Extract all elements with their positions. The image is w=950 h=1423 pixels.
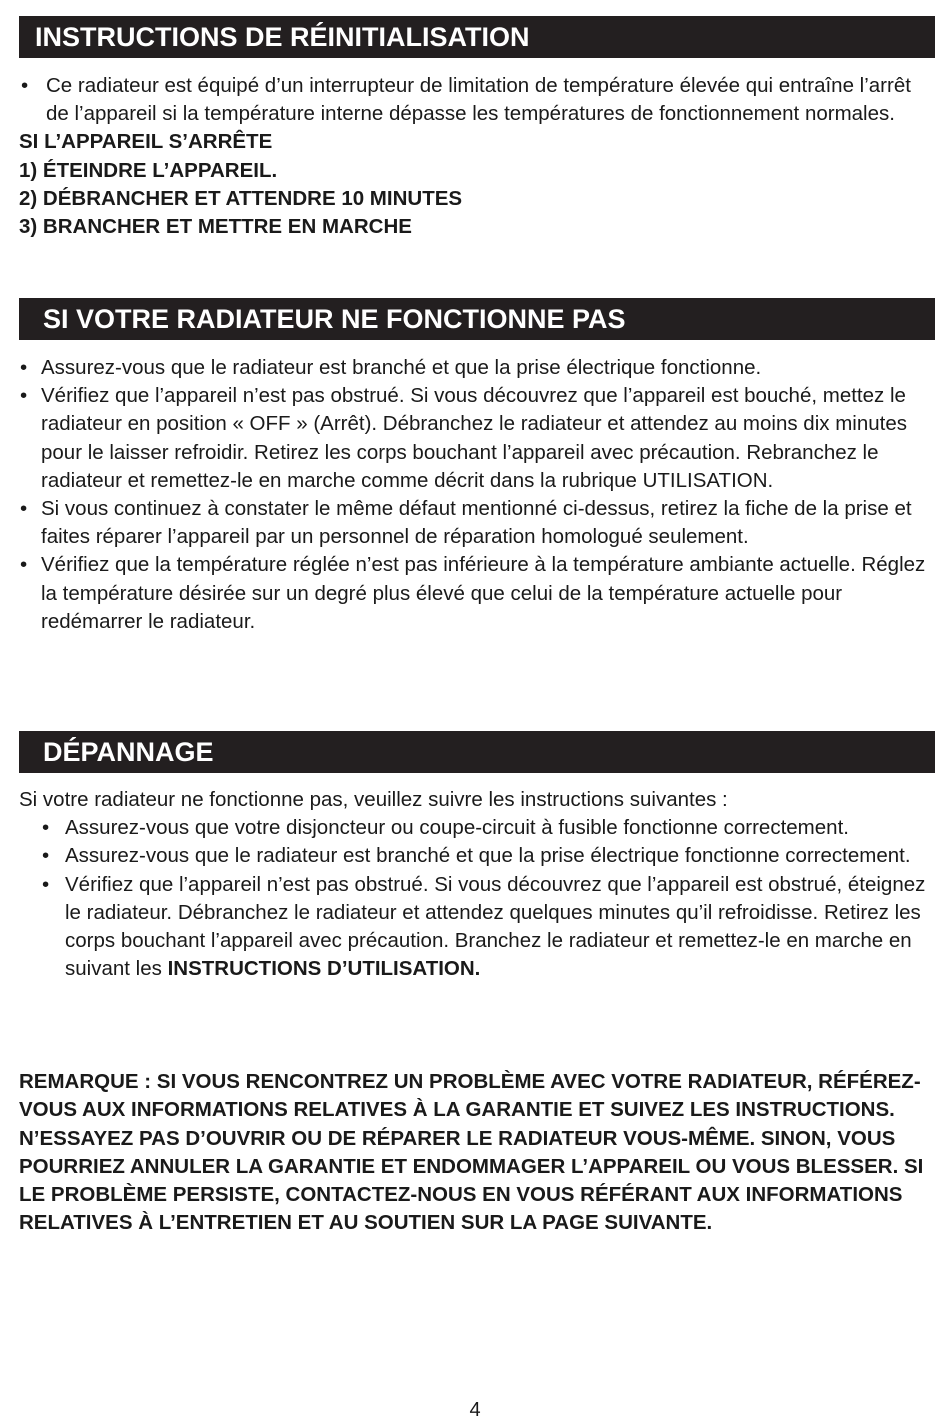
not-working-bullet-list xyxy=(19,354,939,636)
bullet-icon: • xyxy=(20,356,28,379)
list-item xyxy=(19,551,939,636)
list-item xyxy=(19,72,939,128)
troubleshooting-section-title: DÉPANNAGE xyxy=(19,731,935,773)
reset-section-title: INSTRUCTIONS DE RÉINITIALISATION xyxy=(19,16,935,58)
bullet-icon: • xyxy=(20,384,28,408)
reset-step: 3) BRANCHER ET METTRE EN MARCHE xyxy=(19,215,412,239)
bullet-icon: • xyxy=(42,872,50,896)
bullet-icon: • xyxy=(42,816,50,840)
reset-step: 2) DÉBRANCHER ET ATTENDRE 10 MINUTES xyxy=(19,186,463,210)
list-item-text: Vérifiez que la température réglée n’est pas inférieure à la température ambiante actuelle. Réglez la température désirée sur un degré plus élevé que celui de la température actuelle pour redémarrer le radiateur. xyxy=(41,553,926,633)
not-working-section-body xyxy=(19,354,939,636)
list-item-text: Assurez-vous que votre disjoncteur ou coupe-circuit à fusible fonctionne correctement. xyxy=(65,816,849,840)
reset-bullet-list xyxy=(19,72,939,128)
list-item-text: Si vous continuez à constater le même défaut mentionné ci-dessus, retirez la fiche de la prise et faites réparer l’appareil par un personnel de réparation homologué seulement. xyxy=(41,497,912,549)
bullet-icon: • xyxy=(20,553,28,577)
bullet-icon: • xyxy=(20,497,28,521)
reset-section-body xyxy=(19,72,939,241)
troubleshooting-intro: Si votre radiateur ne fonctionne pas, veuillez suivre les instructions suivantes : xyxy=(19,788,728,811)
reset-step: 1) ÉTEINDRE L’APPAREIL. xyxy=(19,158,278,182)
list-item-text: Vérifiez que l’appareil n’est pas obstrué. Si vous découvrez que l’appareil est obstrué, éteignez le radiateur. Débranchez le radiateur et attendez quelques minutes qu’il refroidisse. Retirez les corps bouchant l’appareil avec précaution. Branchez le radiateur et remettez-le en marche en suivant les xyxy=(65,872,926,981)
list-item-text: Vérifiez que l’appareil n’est pas obstrué. Si vous découvrez que l’appareil est bouché, mettez le radiateur en position « OFF » (Arrêt). Débranchez le radiateur et attendez au moins dix minutes pour le laisser refroidir. Retirez les corps bouchant l’appareil avec précaution. Rebranchez le radiateur et remettez-le en marche comme décrit dans la rubrique UTILISATION. xyxy=(41,384,907,492)
list-item-text: Assurez-vous que le radiateur est branché et que la prise électrique fonctionne. xyxy=(41,356,762,379)
reset-step-heading: SI L’APPAREIL S’ARRÊTE xyxy=(19,130,273,154)
page-number: 4 xyxy=(469,1399,481,1421)
bullet-icon: • xyxy=(42,844,50,868)
bullet-icon: • xyxy=(21,74,29,97)
warning-note: REMARQUE : SI VOUS RENCONTREZ UN PROBLÈME AVEC VOTRE RADIATEUR, RÉFÉREZ-VOUS AUX INFORMATIONS RELATIVES À LA GARANTIE ET SUIVEZ LES INSTRUCTIONS. N’ESSAYEZ PAS D’OUVRIR OU DE RÉPARER LE RADIATEUR VOUS-MÊME. SINON, VOUS POURRIEZ ANNULER LA GARANTIE ET ENDOMMAGER L’APPAREIL OU VOUS BLESSER. SI LE PROBLÈME PERSISTE, CONTACTEZ-NOUS EN VOUS RÉFÉRANT AUX INFORMATIONS RELATIVES À L’ENTRETIEN ET AU SOUTIEN SUR LA PAGE SUIVANTE. xyxy=(19,1070,924,1235)
usage-instructions-reference: INSTRUCTIONS D’UTILISATION. xyxy=(167,957,481,981)
list-item xyxy=(19,382,939,495)
list-item xyxy=(19,495,939,551)
list-item xyxy=(19,354,939,382)
list-item-text: Assurez-vous que le radiateur est branché et que la prise électrique fonctionne correctement. xyxy=(65,844,911,868)
list-item xyxy=(19,842,939,870)
reset-steps xyxy=(19,128,939,241)
troubleshooting-section-body xyxy=(19,786,939,983)
list-item xyxy=(19,871,939,984)
not-working-section-title: SI VOTRE RADIATEUR NE FONCTIONNE PAS xyxy=(19,298,935,340)
list-item-text: Ce radiateur est équipé d’un interrupteur de limitation de température élevée qui entraîne l’arrêt de l’appareil si la température interne dépasse les températures de fonctionnement normales. xyxy=(46,74,911,126)
list-item xyxy=(19,814,939,842)
troubleshooting-bullet-list xyxy=(19,814,939,983)
